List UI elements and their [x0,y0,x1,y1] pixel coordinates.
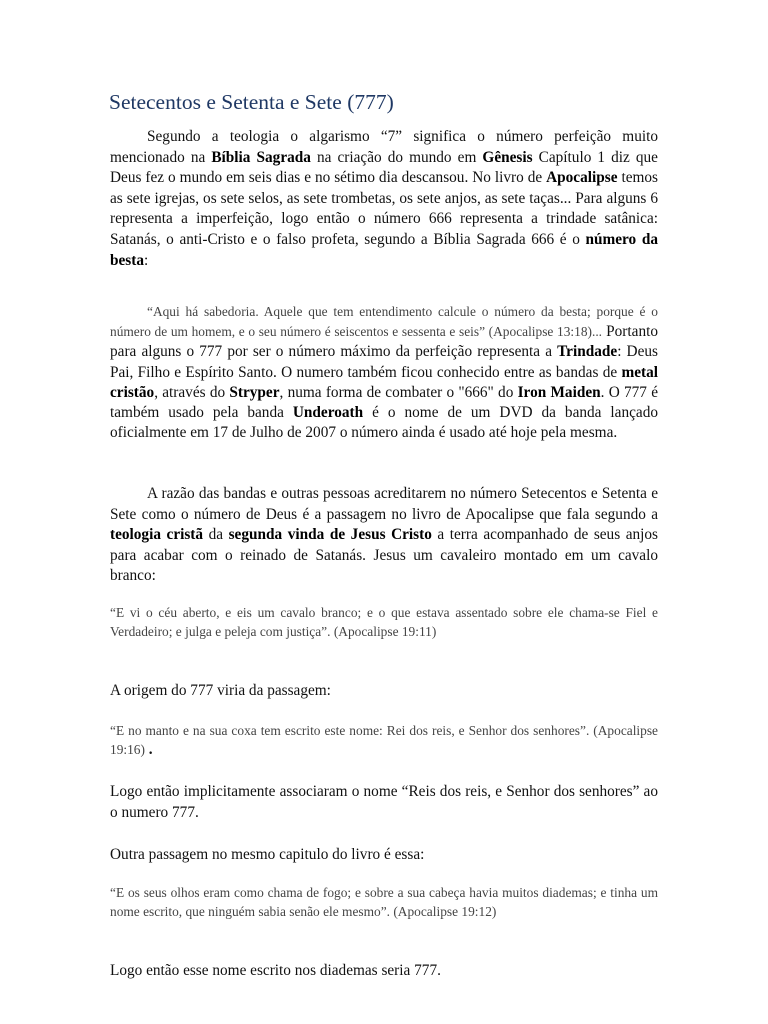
text: , através do [154,383,230,401]
bold-metal-cristao: metal cristão [110,363,658,401]
quote-apocalipse-19-12: “E os seus olhos eram como chama de fogo; e sobre a sua cabeça havia muitos diademas; e tinha um nome escrito, que ninguém sabia senão ele mesmo”. (Apocalipse 19:12) [110,885,658,920]
bold-biblia-sagrada: Bíblia Sagrada [211,148,311,166]
paragraph-outra-passagem: Outra passagem no mesmo capitulo do livro é essa: [110,846,425,863]
quote-apocalipse-19-11: “E vi o céu aberto, e eis um cavalo branco; e o que estava assentado sobre ele chama-se Fiel e Verdadeiro; e julga e peleja com justiça”. (Apocalipse 19:11) [110,605,658,640]
text: na criação do mundo em [310,148,483,166]
text: Segundo a teologia o algarismo “7” significa o número perfeição muito mencionado na [110,128,658,166]
text: . O 777 é também usado pela banda [110,383,658,422]
quote-apocalipse-19-16 [110,721,658,760]
text: , numa forma de combater o "666" do [279,383,518,401]
paragraph-origem: A origem do 777 viria da passagem: [110,682,331,699]
text: Portanto para alguns o 777 por ser o número máximo da perfeição representa a [110,323,658,361]
bold-segunda-vinda: segunda vinda de Jesus Cristo [228,526,432,544]
text: é o nome de um DVD da banda lançado oficialmente em 17 de Julho de 2007 o número ainda é usado até hoje pela mesma. [110,404,658,442]
paragraph-razao [110,484,658,587]
paragraph-trindade [110,302,658,443]
page-title: Setecentos e Setenta e Sete (777) [109,90,394,114]
text: : [144,251,149,269]
bold-apocalipse: Apocalipse [546,169,618,187]
text: da [203,526,229,544]
paragraph-associaram: Logo então implicitamente associaram o nome “Reis dos reis, e Senhor dos senhores” ao o numero 777. [110,783,658,821]
text: A razão das bandas e outras pessoas acreditarem no número Setecentos e Setenta e Sete como o número de Deus é a passagem no livro de Apocalipse que fala segundo a [110,485,658,523]
paragraph-conclusao: Logo então esse nome escrito nos diademas seria 777. [110,962,441,979]
bold-numero-da-besta: número da besta [110,230,658,269]
text: temos as sete igrejas, os sete selos, as sete trombetas, os sete anjos, as sete taças... Para alguns 6 representa a imperfeição, logo então o número 666 representa a trindade satânica: Satanás, o anti-Cristo e o falso profeta, segundo a Bíblia Sagrada 666 é o [110,169,658,248]
text: Capítulo 1 diz que Deus fez o mundo em seis dias e no sétimo dia descansou. No livro de [110,148,658,187]
text: : Deus Pai, Filho e Espírito Santo. O numero também ficou conhecido entre as bandas de [110,343,658,381]
quote-text: “E no manto e na sua coxa tem escrito este nome: Rei dos reis, e Senhor dos senhores”. (Apocalipse 19:16) [110,723,658,758]
bold-teologia-crista: teologia cristã [110,526,204,544]
quote-apocalipse-13-18: “Aqui há sabedoria. Aquele que tem entendimento calcule o número da besta; porque é o número de um homem, e o seu número é seiscentos e sessenta e seis” (Apocalipse 13:18)... [110,304,658,340]
bold-genesis: Gênesis [482,148,533,166]
text: a terra acompanhado de seus anjos para acabar com o reinado de Satanás. Jesus um cavaleiro montado em um cavalo branco: [110,526,659,585]
quote-tail: . [144,741,153,759]
paragraph-intro [110,127,658,271]
bold-stryper: Stryper [229,383,280,401]
bold-trindade: Trindade [557,343,618,361]
bold-iron-maiden: Iron Maiden [517,383,601,401]
bold-underoath: Underoath [292,404,364,422]
